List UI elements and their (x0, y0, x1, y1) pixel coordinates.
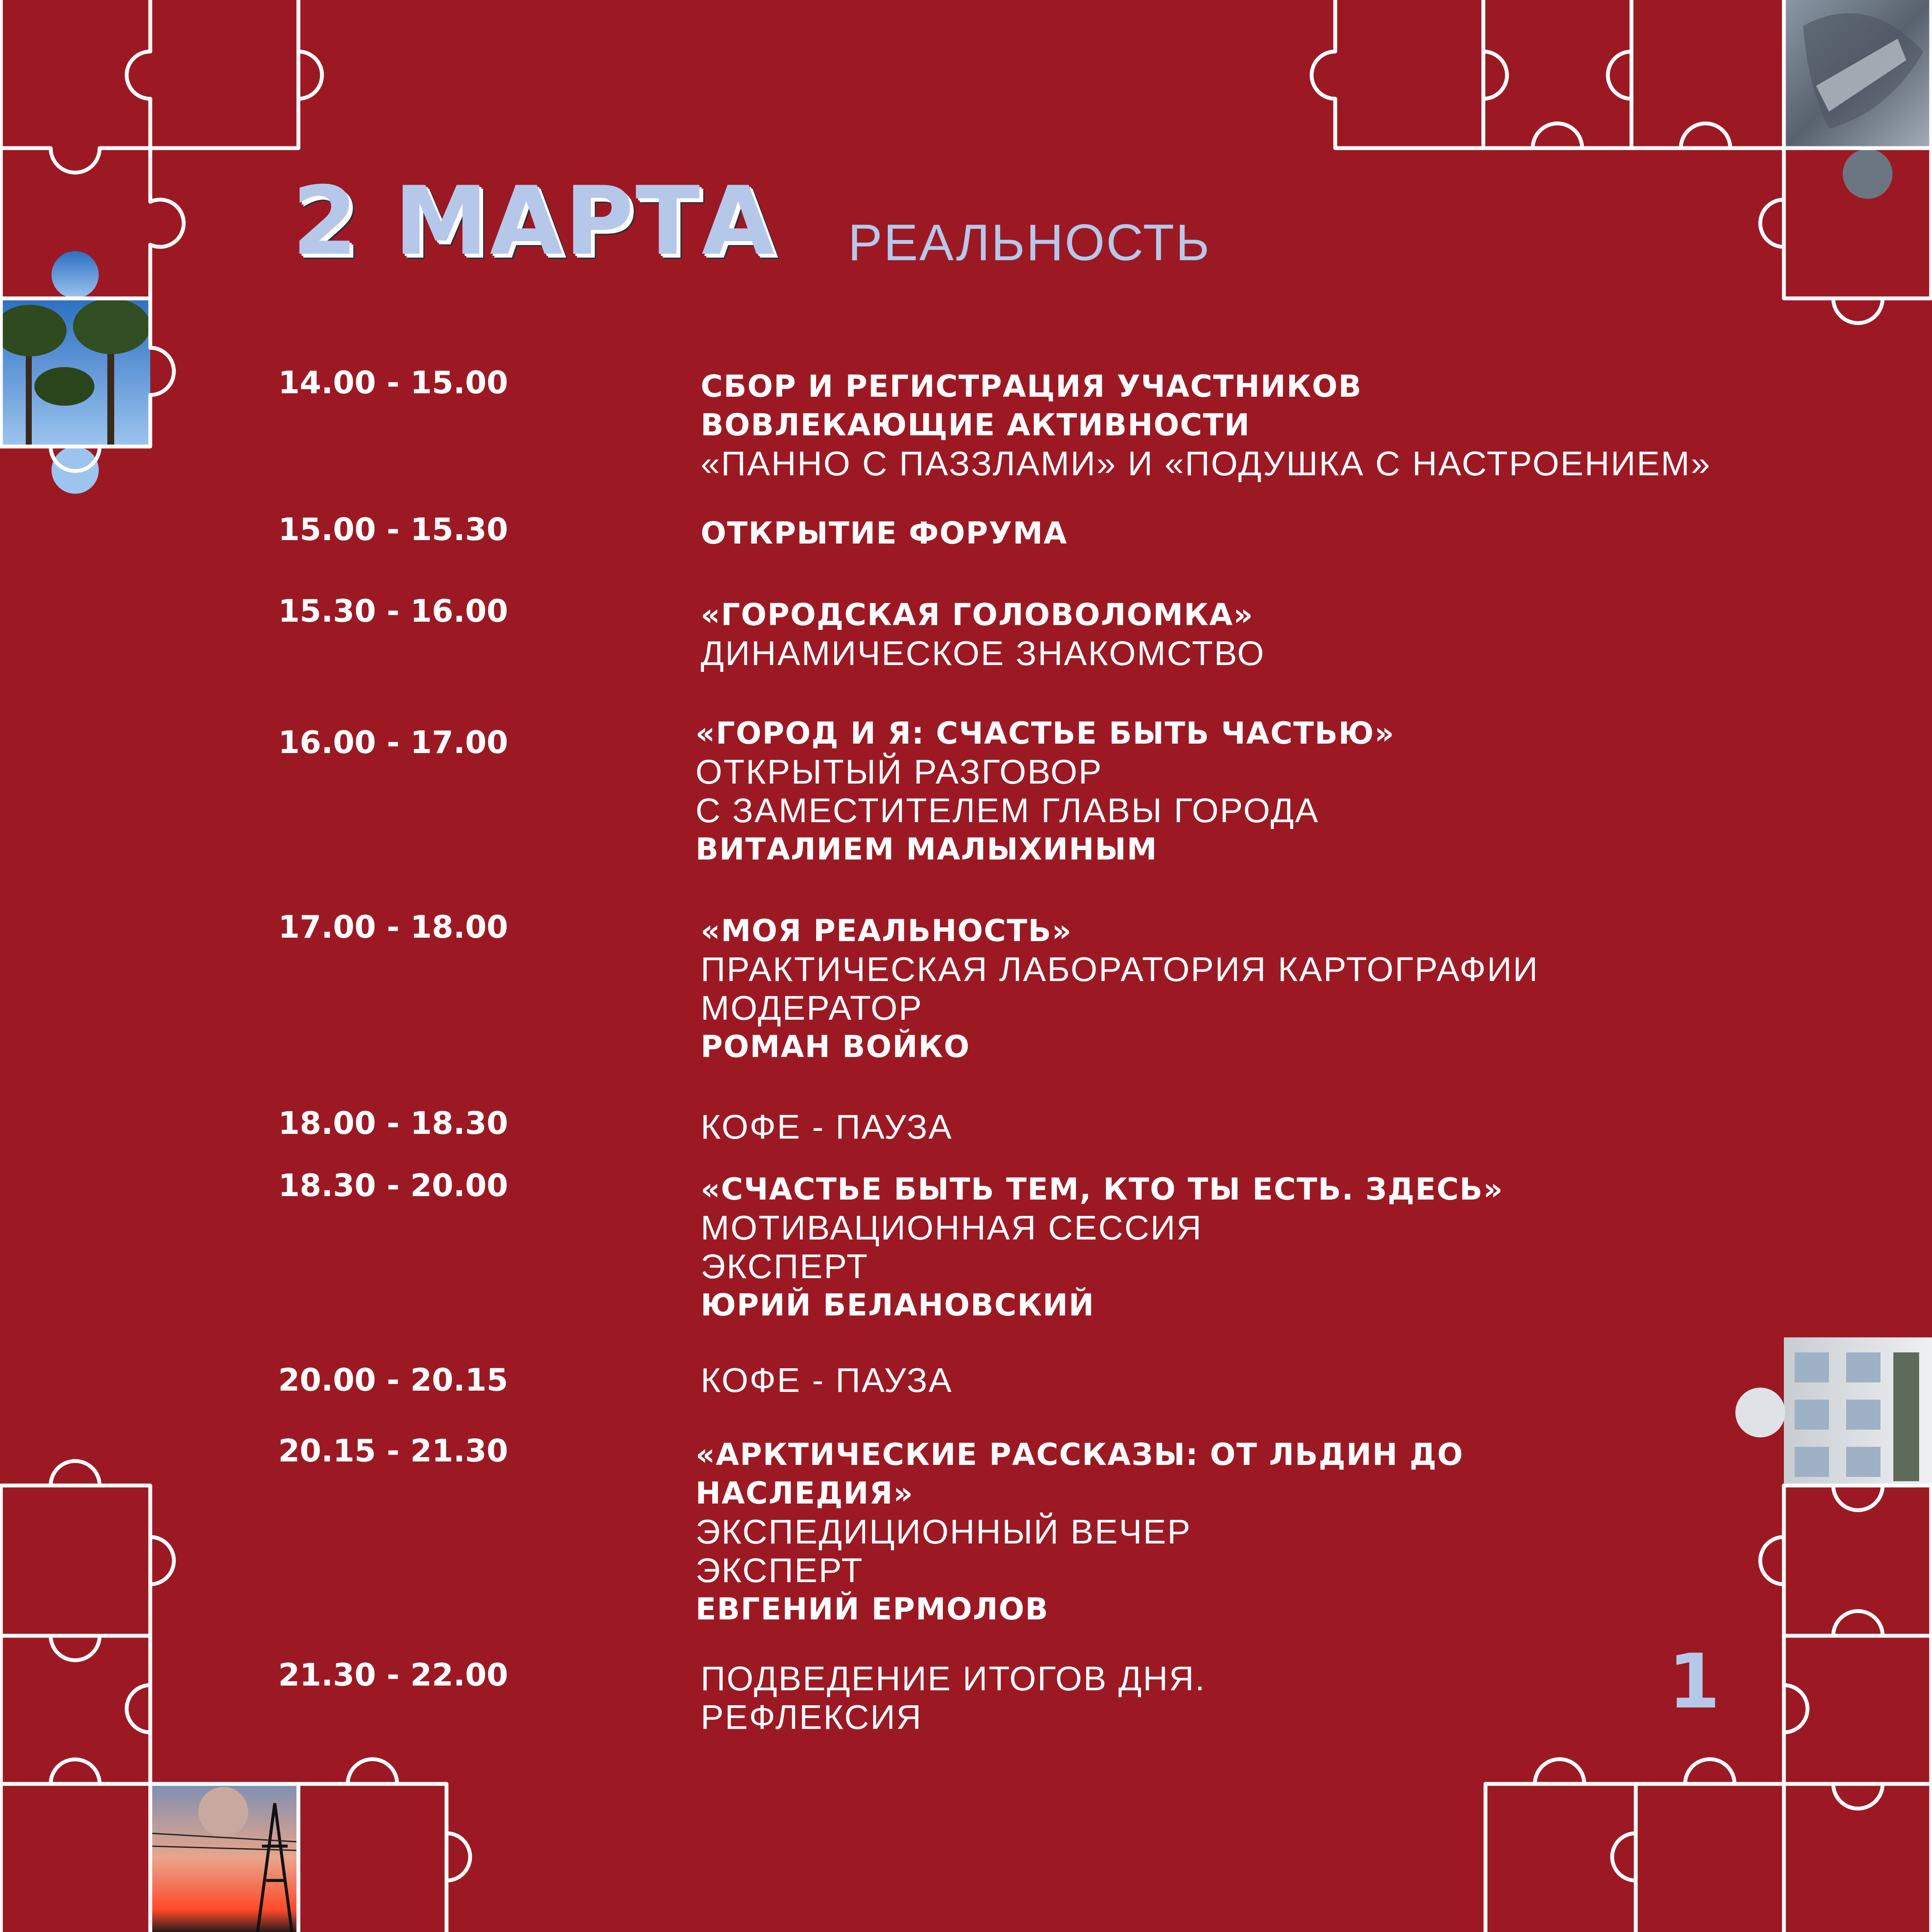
schedule-details (696, 1435, 1662, 1628)
schedule-line: ЭКСПЕДИЦИОННЫЙ ВЕЧЕР (696, 1513, 1192, 1551)
schedule-line: МОДЕРАТОР (701, 989, 923, 1027)
page-number: 1 (1668, 1638, 1720, 1725)
schedule-line: ЮРИЙ БЕЛАНОВСКИЙ (701, 1288, 1095, 1323)
schedule-line: ОТКРЫТИЕ ФОРУМА (701, 516, 1068, 551)
schedule-line: «МОЯ РЕАЛЬНОСТЬ» (701, 913, 1072, 948)
schedule-time: 16.00 - 17.00 (278, 724, 508, 760)
schedule-details (701, 595, 1667, 673)
day-theme-subtitle: РЕАЛЬНОСТЬ (848, 214, 1211, 271)
photo-tile-stone-relief (1784, 0, 1932, 199)
schedule-details (701, 1361, 1667, 1400)
schedule-time: 21.30 - 22.00 (278, 1657, 508, 1693)
schedule-time: 20.00 - 20.15 (278, 1362, 508, 1398)
schedule-line: ДИНАМИЧЕСКОЕ ЗНАКОМСТВО (701, 634, 1265, 672)
schedule-line: СБОР И РЕГИСТРАЦИЯ УЧАСТНИКОВ (701, 369, 1362, 404)
schedule-details (696, 714, 1662, 869)
schedule-details (701, 1659, 1667, 1737)
schedule-details (701, 367, 1711, 483)
schedule-line: «ГОРОД И Я: СЧАСТЬЕ БЫТЬ ЧАСТЬЮ» (696, 716, 1395, 751)
schedule-line: «СЧАСТЬЕ БЫТЬ ТЕМ, КТО ТЫ ЕСТЬ. ЗДЕСЬ» (701, 1172, 1504, 1207)
schedule-time: 18.00 - 18.30 (278, 1105, 508, 1141)
schedule-line: «АРКТИЧЕСКИЕ РАССКАЗЫ: ОТ ЛЬДИН ДО (696, 1437, 1464, 1472)
schedule-line: ВИТАЛИЕМ МАЛЫХИНЫМ (696, 832, 1158, 867)
schedule-line: КОФЕ - ПАУЗА (701, 1108, 953, 1146)
schedule-line: ЭКСПЕРТ (696, 1551, 864, 1589)
schedule-details (701, 1170, 1667, 1324)
schedule-line: ЕВГЕНИЙ ЕРМОЛОВ (696, 1592, 1049, 1627)
schedule-line: ВОВЛЕКАЮЩИЕ АКТИВНОСТИ (701, 407, 1251, 443)
photo-tile-building (1735, 1337, 1932, 1485)
schedule-time: 15.00 - 15.30 (278, 511, 508, 547)
schedule-line: ОТКРЫТЫЙ РАЗГОВОР (696, 753, 1103, 791)
schedule-line: ПРАКТИЧЕСКАЯ ЛАБОРАТОРИЯ КАРТОГРАФИИ (701, 950, 1539, 988)
schedule-time: 20.15 - 21.30 (278, 1433, 508, 1469)
schedule-time: 14.00 - 15.00 (278, 365, 508, 401)
schedule-details (701, 514, 1667, 553)
schedule-time: 17.00 - 18.00 (278, 909, 508, 945)
schedule-line: РЕФЛЕКСИЯ (701, 1698, 923, 1736)
schedule-line: РОМАН ВОЙКО (701, 1029, 970, 1064)
schedule-line: «ПАННО С ПАЗЗЛАМИ» И «ПОДУШКА С НАСТРОЕНИЕМ» (701, 444, 1711, 483)
schedule-line: «ГОРОДСКАЯ ГОЛОВОЛОМКА» (701, 597, 1254, 632)
schedule-line: ЭКСПЕРТ (701, 1247, 869, 1285)
schedule-line: НАСЛЕДИЯ» (696, 1476, 914, 1511)
schedule-line: МОТИВАЦИОННАЯ СЕССИЯ (701, 1209, 1203, 1247)
schedule-line: ПОДВЕДЕНИЕ ИТОГОВ ДНЯ. (701, 1659, 1206, 1698)
schedule-time: 18.30 - 20.00 (278, 1167, 508, 1203)
schedule-line: КОФЕ - ПАУЗА (701, 1361, 953, 1399)
photo-tile-sunset-pylon (150, 1784, 298, 1932)
schedule-details (701, 1108, 1667, 1146)
photo-tile-trees (0, 251, 150, 494)
schedule-time: 15.30 - 16.00 (278, 593, 508, 629)
schedule-details (701, 911, 1667, 1066)
event-date-title: 2 МАРТА (292, 166, 777, 276)
schedule-line: С ЗАМЕСТИТЕЛЕМ ГЛАВЫ ГОРОДА (696, 791, 1319, 829)
